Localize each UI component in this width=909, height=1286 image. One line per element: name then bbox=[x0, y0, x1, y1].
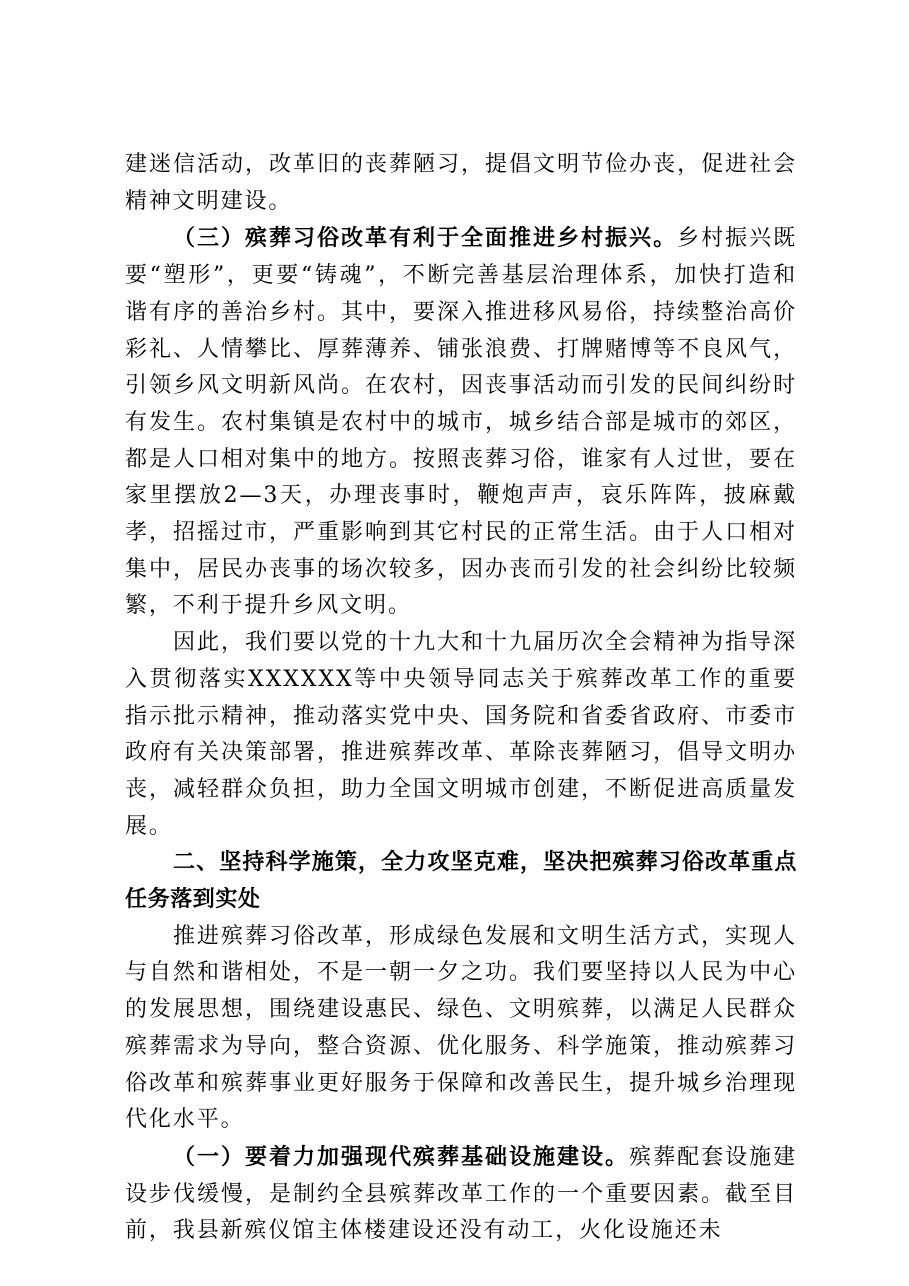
paragraph-continuation bbox=[125, 147, 797, 220]
paragraph-text: 因此，我们要以党的十九大和十九届历次全会精神为指导深入贯彻落实XXXXXX等中央领导同志关于殡葬改革工作的重要指示批示精神，推动落实党中央、国务院和省委省政府、市委市政府有关决策部署，推进殡葬改革、革除丧葬陋习，倡导文明办丧，减轻群众负担，助力全国文明城市创建，不断促进高质量发展。 bbox=[125, 630, 797, 839]
paragraph-text: 乡村振兴既要“塑形”，更要“铸魂”，不断完善基层治理体系，加快打造和谐有序的善治乡村。其中，要深入推进移风易俗，持续整治高价彩礼、人情攀比、厚葬薄养、铺张浪费、打牌赌博等不良风气，引领乡风文明新风尚。在农村，因丧事活动而引发的民间纠纷时有发生。农村集镇是农村中的城市，城乡结合部是城市的郊区，都是人口相对集中的地方。按照丧葬习俗，谁家有人过世，要在家里摆放2—3天，办理丧事时，鞭炮声声，哀乐阵阵，披麻戴孝，招摇过市，严重影响到其它村民的正常生活。由于人口相对集中，居民办丧事的场次较多，因办丧而引发的社会纠纷比较频繁，不利于提升乡风文明。 bbox=[125, 226, 797, 619]
section-heading-2 bbox=[125, 845, 797, 918]
document-body bbox=[125, 147, 797, 1250]
paragraph-text: 推进殡葬习俗改革，形成绿色发展和文明生活方式，实现人与自然和谐相处，不是一朝一夕之功。我们要坚持以人民为中心的发展思想，围绕建设惠民、绿色、文明殡葬，以满足人民群众殡葬需求为导向，整合资源、优化服务、科学施策，推动殡葬习俗改革和殡葬事业更好服务于保障和改善民生，提升城乡治理现代化水平。 bbox=[125, 923, 797, 1133]
section-heading-text: 二、坚持科学施策，全力攻坚克难，坚决把殡葬习俗改革重点任务落到实处 bbox=[125, 850, 797, 913]
paragraph-text: 建迷信活动，改革旧的丧葬陋习，提倡文明节俭办丧，促进社会精神文明建设。 bbox=[125, 152, 797, 214]
paragraph-text: 殡葬配套设施建设步伐缓慢，是制约全县殡葬改革工作的一个重要因素。截至目前，我县新殡仪馆主体楼建设还没有动工，火化设施还未 bbox=[125, 1144, 797, 1244]
paragraph-reform-intro bbox=[125, 919, 797, 1139]
paragraph-infrastructure bbox=[125, 1139, 797, 1250]
paragraph-rural-revitalization bbox=[125, 220, 797, 625]
paragraph-therefore bbox=[125, 625, 797, 845]
paragraph-lead: （三）殡葬习俗改革有利于全面推进乡村振兴。 bbox=[173, 225, 678, 252]
paragraph-lead: （一）要着力加强现代殡葬基础设施建设。 bbox=[173, 1143, 630, 1170]
